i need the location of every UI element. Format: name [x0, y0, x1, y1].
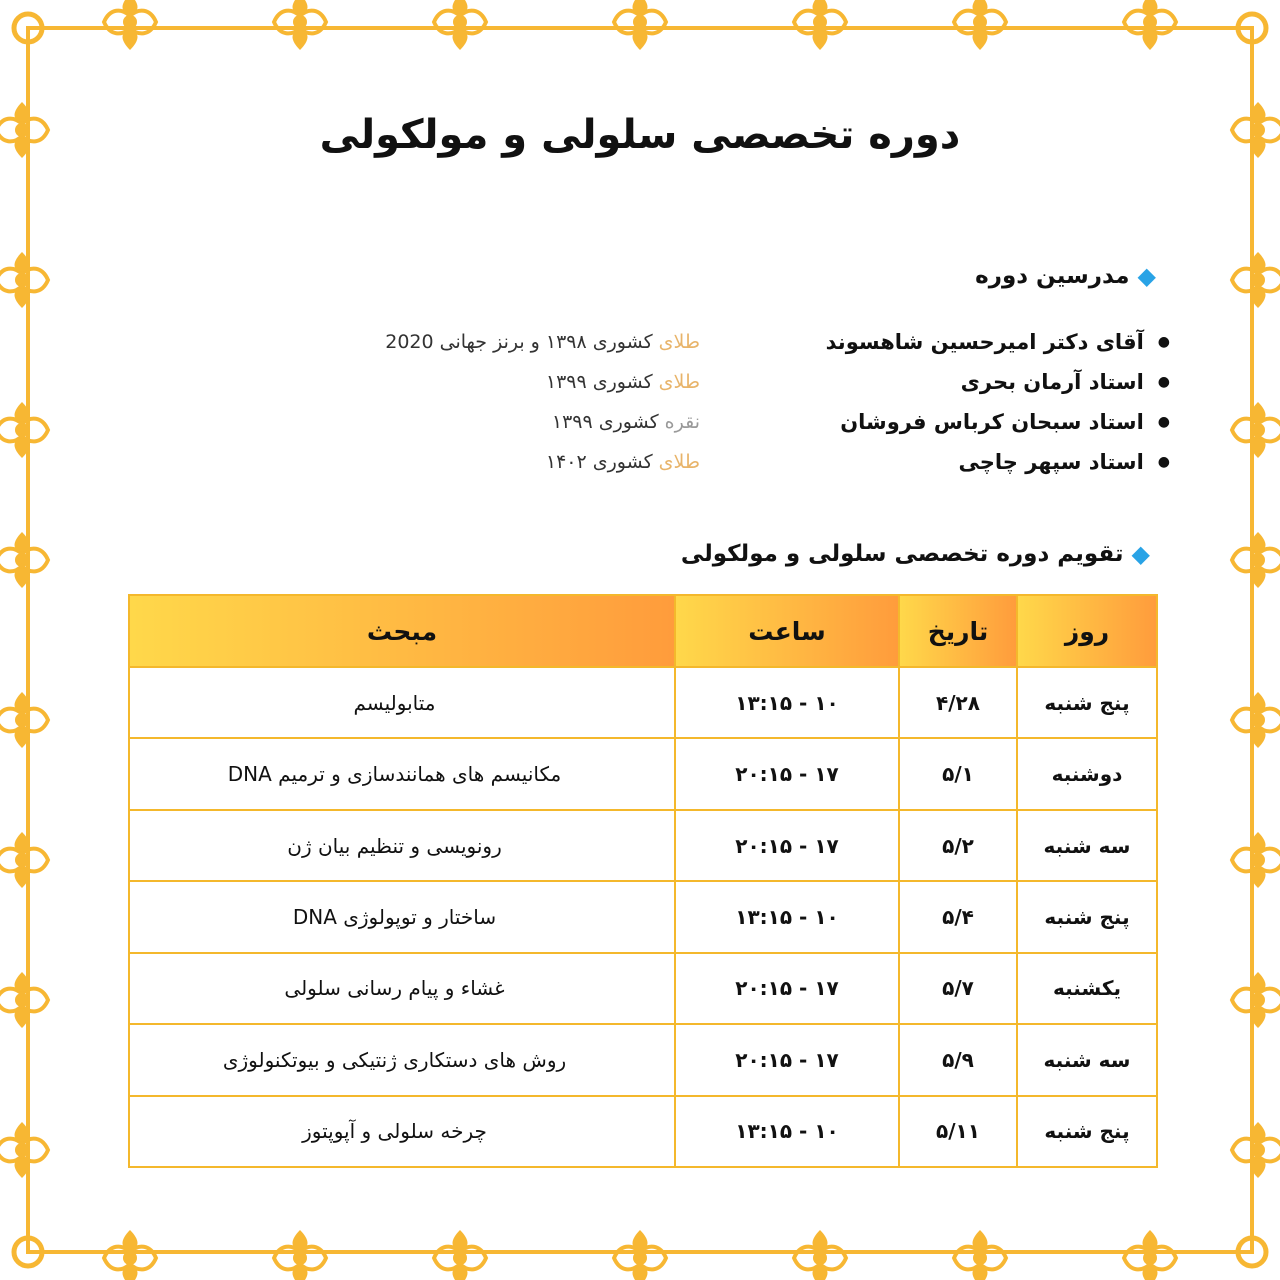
cell-date: ۵/۲ [899, 810, 1017, 881]
cell-date: ۵/۱ [899, 738, 1017, 809]
cell-time: ۱۷ - ۲۰:۱۵ [675, 1024, 899, 1095]
teacher-row [330, 362, 1170, 402]
cell-day: پنج شنبه [1017, 881, 1157, 952]
cell-topic: چرخه سلولی و آپوپتوز [129, 1096, 675, 1167]
medal-label: نقره [664, 411, 700, 433]
award-detail: کشوری ۱۳۹۸ و برنز جهانی 2020 [385, 331, 659, 353]
teacher-name: آقای دکتر امیرحسین شاهسوند [825, 330, 1144, 354]
cell-time: ۱۷ - ۲۰:۱۵ [675, 810, 899, 881]
cell-topic: ساختار و توپولوژی DNA [129, 881, 675, 952]
cell-day: پنج شنبه [1017, 1096, 1157, 1167]
bullet-icon: ● [1157, 374, 1170, 390]
cell-date: ۵/۹ [899, 1024, 1017, 1095]
header-date: تاریخ [899, 595, 1017, 667]
cell-topic: متابولیسم [129, 667, 675, 738]
bullet-icon: ● [1157, 454, 1170, 470]
schedule-table [128, 594, 1158, 1168]
medal-label: طلای [658, 331, 700, 353]
schedule-heading-label: تقویم دوره تخصصی سلولی و مولکولی [680, 541, 1124, 567]
header-topic: مبحث [129, 595, 675, 667]
table-row [129, 881, 1157, 952]
award-detail: کشوری ۱۴۰۲ [545, 451, 659, 473]
teacher-name: استاد سبحان کرباس فروشان [840, 410, 1144, 434]
teacher-name: استاد آرمان بحری [960, 370, 1144, 394]
cell-date: ۵/۱۱ [899, 1096, 1017, 1167]
table-row [129, 810, 1157, 881]
medal-label: طلای [658, 371, 700, 393]
medal-label: طلای [658, 451, 700, 473]
cell-date: ۵/۴ [899, 881, 1017, 952]
award-detail: کشوری ۱۳۹۹ [551, 411, 665, 433]
bullet-icon: ● [1157, 414, 1170, 430]
teacher-name: استاد سپهر چاچی [958, 450, 1144, 474]
cell-time: ۱۰ - ۱۳:۱۵ [675, 1096, 899, 1167]
table-row [129, 1024, 1157, 1095]
cell-day: دوشنبه [1017, 738, 1157, 809]
teacher-row [330, 402, 1170, 442]
cell-topic: غشاء و پیام رسانی سلولی [129, 953, 675, 1024]
cell-date: ۴/۲۸ [899, 667, 1017, 738]
schedule-heading [681, 540, 1150, 568]
teacher-award [546, 371, 700, 393]
header-time: ساعت [675, 595, 899, 667]
cell-day: سه شنبه [1017, 1024, 1157, 1095]
table-row [129, 738, 1157, 809]
cell-topic: رونویسی و تنظیم بیان ژن [129, 810, 675, 881]
award-detail: کشوری ۱۳۹۹ [545, 371, 659, 393]
teachers-heading [975, 262, 1156, 290]
teacher-award [385, 331, 700, 353]
cell-topic: مکانیسم های همانندسازی و ترمیم DNA [129, 738, 675, 809]
cell-time: ۱۷ - ۲۰:۱۵ [675, 953, 899, 1024]
cell-date: ۵/۷ [899, 953, 1017, 1024]
teacher-award [546, 451, 700, 473]
teacher-row [330, 322, 1170, 362]
cell-topic: روش های دستکاری ژنتیکی و بیوتکنولوژی [129, 1024, 675, 1095]
cell-day: پنج شنبه [1017, 667, 1157, 738]
teacher-row [330, 442, 1170, 482]
diamond-bullet-icon: ◆ [1131, 540, 1150, 568]
teacher-award [552, 411, 700, 433]
cell-day: سه شنبه [1017, 810, 1157, 881]
cell-time: ۱۰ - ۱۳:۱۵ [675, 881, 899, 952]
table-row [129, 667, 1157, 738]
diamond-bullet-icon: ◆ [1137, 262, 1156, 290]
table-row [129, 953, 1157, 1024]
teachers-list [330, 322, 1170, 482]
teachers-heading-label: مدرسین دوره [975, 263, 1130, 289]
table-header-row [129, 595, 1157, 667]
table-row [129, 1096, 1157, 1167]
header-day: روز [1017, 595, 1157, 667]
page-title: دوره تخصصی سلولی و مولکولی [319, 112, 961, 158]
cell-time: ۱۷ - ۲۰:۱۵ [675, 738, 899, 809]
cell-day: یکشنبه [1017, 953, 1157, 1024]
cell-time: ۱۰ - ۱۳:۱۵ [675, 667, 899, 738]
bullet-icon: ● [1157, 334, 1170, 350]
